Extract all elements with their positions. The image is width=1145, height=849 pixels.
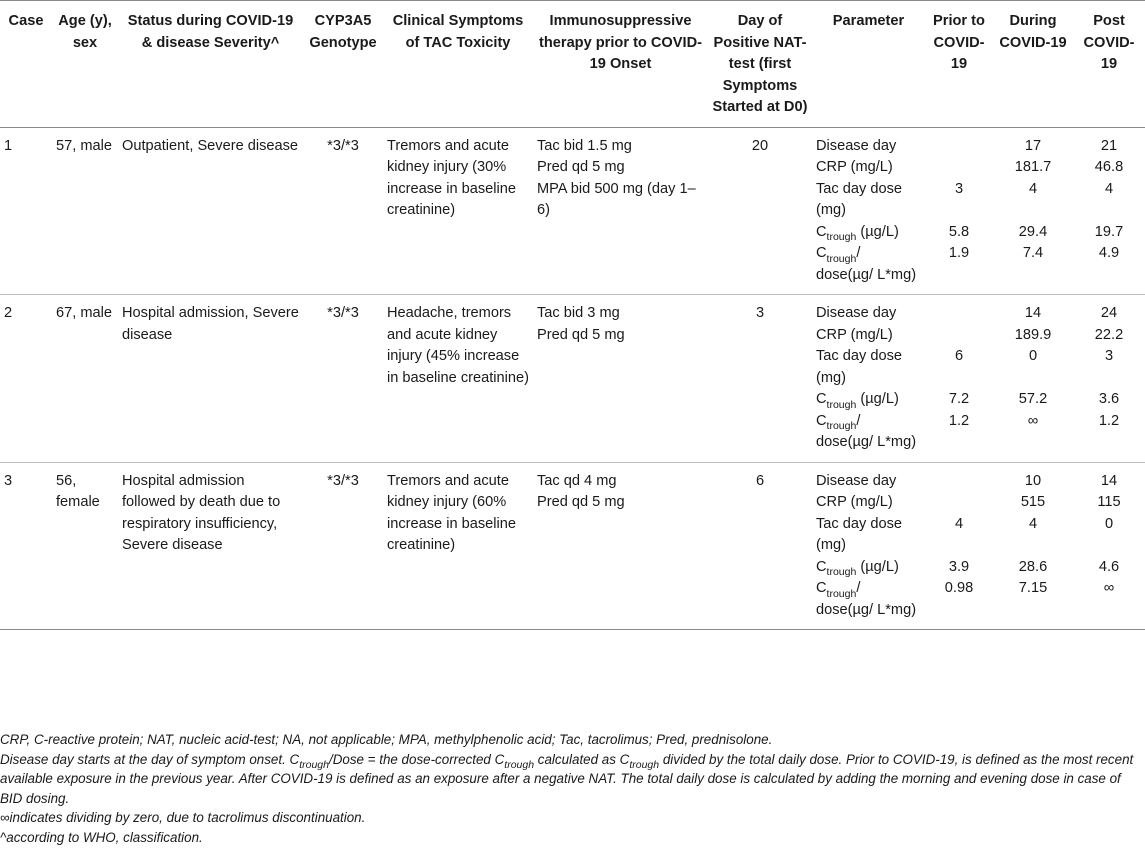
therapy-line: MPA bid 500 mg (day 1–6) — [537, 180, 696, 218]
nat-day: 6 — [708, 462, 812, 630]
param-crp: CRP (mg/L) — [816, 494, 893, 510]
param-crp: CRP (mg/L) — [816, 159, 893, 175]
nat-day: 3 — [708, 295, 812, 463]
age-sex: 57, male — [52, 127, 118, 295]
table-row — [0, 295, 1145, 463]
header-symptoms: Clinical Symptoms of TAC Toxicity — [383, 1, 533, 128]
therapy — [533, 127, 708, 295]
prior-values: 3 5.8 1.9 — [925, 127, 993, 295]
post-values: 14 115 0 4.6 ∞ — [1073, 462, 1145, 630]
genotype: *3/*3 — [303, 127, 383, 295]
param-tac-dose: Tac day dose (mg) — [816, 515, 902, 553]
case-number: 1 — [0, 127, 52, 295]
header-case: Case — [0, 1, 52, 128]
header-age-sex: Age (y), sex — [52, 1, 118, 128]
table-row — [0, 127, 1145, 295]
param-disease-day: Disease day — [816, 472, 897, 489]
footnote-definitions: Disease day starts at the day of symptom onset. $C_{trough}$/Dose = the dose-corrected $C_{trough}$ calculated as $C_{trough}$ divided by the total daily dose. Prior to COVID-19, is defined as the most recent available exposure in the previous year. After COVID-19 is defined as an exposure after a negative NAT. The total daily dose is calculated by adding the morning and evening dose in case of BID dosing. — [0, 751, 1134, 806]
param-ctrough-dose: $C_{trough}/$ dose(µg/ L*mg) — [816, 245, 917, 283]
genotype: *3/*3 — [303, 295, 383, 463]
during-values: 14 189.9 0 57.2 ∞ — [993, 295, 1073, 463]
param-ctrough: $C_{trough}$ (µg/L) — [816, 558, 899, 579]
therapy-line: Tac bid 1.5 mg — [537, 137, 632, 154]
header-status: Status during COVID-19 & disease Severity^ — [118, 1, 303, 128]
param-tac-dose: Tac day dose (mg) — [816, 180, 902, 218]
header-during: During COVID-19 — [993, 1, 1073, 128]
header-genotype: CYP3A5 Genotype — [303, 1, 383, 128]
therapy-line: Pred qd 5 mg — [537, 159, 625, 175]
param-ctrough-dose: $C_{trough}/$ dose(µg/ L*mg) — [816, 412, 917, 450]
table-footnotes — [0, 730, 1140, 847]
header-row — [0, 1, 1145, 128]
table-row — [0, 462, 1145, 630]
age-sex: 56, female — [52, 462, 118, 630]
symptoms: Headache, tremors and acute kidney injury (45% increase in baseline creatinine) — [383, 295, 533, 463]
status: Hospital admission followed by death due to respiratory insufficiency, Severe disease — [118, 462, 303, 630]
therapy-line: Tac qd 4 mg — [537, 472, 617, 489]
footnote-infinity: ∞indicates dividing by zero, due to tacrolimus discontinuation. — [0, 810, 366, 825]
status: Outpatient, Severe disease — [118, 127, 303, 295]
header-therapy: Immunosuppressive therapy prior to COVID-19 Onset — [533, 1, 708, 128]
prior-values: 6 7.2 1.2 — [925, 295, 993, 463]
therapy — [533, 462, 708, 630]
age-sex: 67, male — [52, 295, 118, 463]
during-values: 10 515 4 28.6 7.15 — [993, 462, 1073, 630]
param-crp: CRP (mg/L) — [816, 326, 893, 343]
symptoms: Tremors and acute kidney injury (60% increase in baseline creatinine) — [383, 462, 533, 630]
header-parameter: Parameter — [812, 1, 925, 128]
footnote-who: ^according to WHO, classification. — [0, 829, 203, 845]
post-values: 24 22.2 3 3.6 1.2 — [1073, 295, 1145, 463]
param-tac-dose: Tac day dose (mg) — [816, 348, 902, 386]
therapy-line: Pred qd 5 mg — [537, 326, 625, 343]
param-disease-day: Disease day — [816, 137, 897, 154]
param-ctrough: $C_{trough}$ (µg/L) — [816, 223, 899, 244]
prior-values: 4 3.9 0.98 — [925, 462, 993, 630]
param-ctrough-dose: $C_{trough}/$ dose(µg/ L*mg) — [816, 580, 917, 618]
case-number: 2 — [0, 295, 52, 463]
param-disease-day: Disease day — [816, 305, 897, 321]
nat-day: 20 — [708, 127, 812, 295]
therapy — [533, 295, 708, 463]
case-number: 3 — [0, 462, 52, 630]
parameter-list — [812, 295, 925, 463]
header-post: Post COVID-19 — [1073, 1, 1145, 128]
post-values: 21 46.8 4 19.7 4.9 — [1073, 127, 1145, 295]
therapy-line: Pred qd 5 mg — [537, 494, 625, 510]
status: Hospital admission, Severe disease — [118, 295, 303, 463]
symptoms: Tremors and acute kidney injury (30% increase in baseline creatinine) — [383, 127, 533, 295]
header-nat-day: Day of Positive NAT-test (first Symptoms Started at D0) — [708, 1, 812, 128]
parameter-list — [812, 462, 925, 630]
genotype: *3/*3 — [303, 462, 383, 630]
parameter-list — [812, 127, 925, 295]
param-ctrough: $C_{trough}$ (µg/L) — [816, 391, 899, 411]
header-prior: Prior to COVID-19 — [925, 1, 993, 128]
footnote-abbreviations: CRP, C-reactive protein; NAT, nucleic acid-test; NA, not applicable; MPA, methylphenolic acid; Tac, tacrolimus; Pred, prednisolone. — [0, 732, 773, 747]
therapy-line: Tac bid 3 mg — [537, 305, 620, 321]
during-values: 17 181.7 4 29.4 7.4 — [993, 127, 1073, 295]
